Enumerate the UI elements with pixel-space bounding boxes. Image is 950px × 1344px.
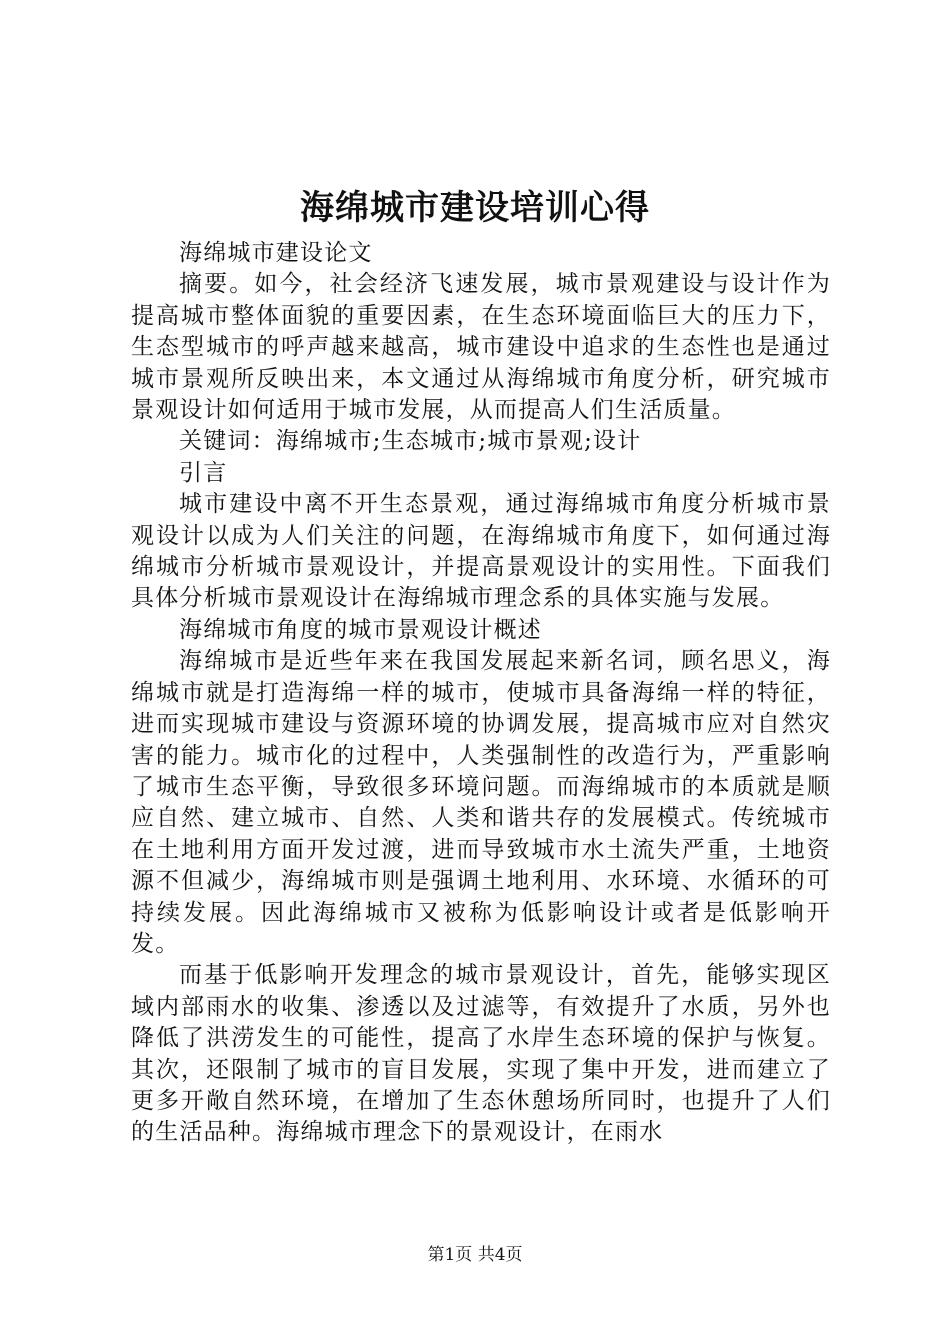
paragraph-intro-heading: 引言 <box>179 459 228 486</box>
paragraph-abstract: 摘要。如今，社会经济飞速发展，城市景观建设与设计作为提高城市整体面貌的重要因素，在生态环境面临巨大的压力下，生态型城市的呼声越来越高，城市建设中追求的生态性也是通过城市景观所反映出来，本文通过从海绵城市角度分析，研究城市景观设计如何适用于城市发展，从而提高人们生活质量。 <box>131 271 831 424</box>
paragraph-keywords: 关键词：海绵城市;生态城市;城市景观;设计 <box>179 428 642 455</box>
paragraph-sponge-city: 海绵城市是近些年来在我国发展起来新名词，顾名思义，海绵城市就是打造海绵一样的城市，使城市具备海绵一样的特征，进而实现城市建设与资源环境的协调发展，提高城市应对自然灾害的能力。城市化的过程中，人类强制性的改造行为，严重影响了城市生态平衡，导致很多环境问题。而海绵城市的本质就是顺应自然、建立城市、自然、人类和谐共存的发展模式。传统城市在土地利用方面开发过渡，进而导致城市水土流失严重，土地资源不但减少，海绵城市则是强调土地利用、水环境、水循环的可持续发展。因此海绵城市又被称为低影响设计或者是低影响开发。 <box>131 648 831 957</box>
paragraph-low-impact: 而基于低影响开发理念的城市景观设计，首先，能够实现区域内部雨水的收集、渗透以及过滤等，有效提升了水质，另外也降低了洪涝发生的可能性，提高了水岸生态环境的保护与恢复。其次，还限制了城市的盲目发展，实现了集中开发，进而建立了更多开敞自然环境，在增加了生态休憩场所同时，也提升了人们的生活品种。海绵城市理念下的景观设计，在雨水 <box>131 962 831 1146</box>
document-body <box>131 238 831 1149</box>
document-title: 海绵城市建设培训心得 <box>300 188 650 228</box>
paragraph-section-heading: 海绵城市角度的城市景观设计概述 <box>179 616 542 643</box>
paragraph-subtitle: 海绵城市建设论文 <box>179 240 373 266</box>
paragraph-intro: 城市建设中离不开生态景观，通过海绵城市角度分析城市景观设计以成为人们关注的问题，在海绵城市角度下，如何通过海绵城市分析城市景观设计，并提高景观设计的实用性。下面我们具体分析城市景观设计在海绵城市理念系的具体实施与发展。 <box>131 491 831 612</box>
page-footer: 第1页 共4页 <box>427 1245 523 1265</box>
